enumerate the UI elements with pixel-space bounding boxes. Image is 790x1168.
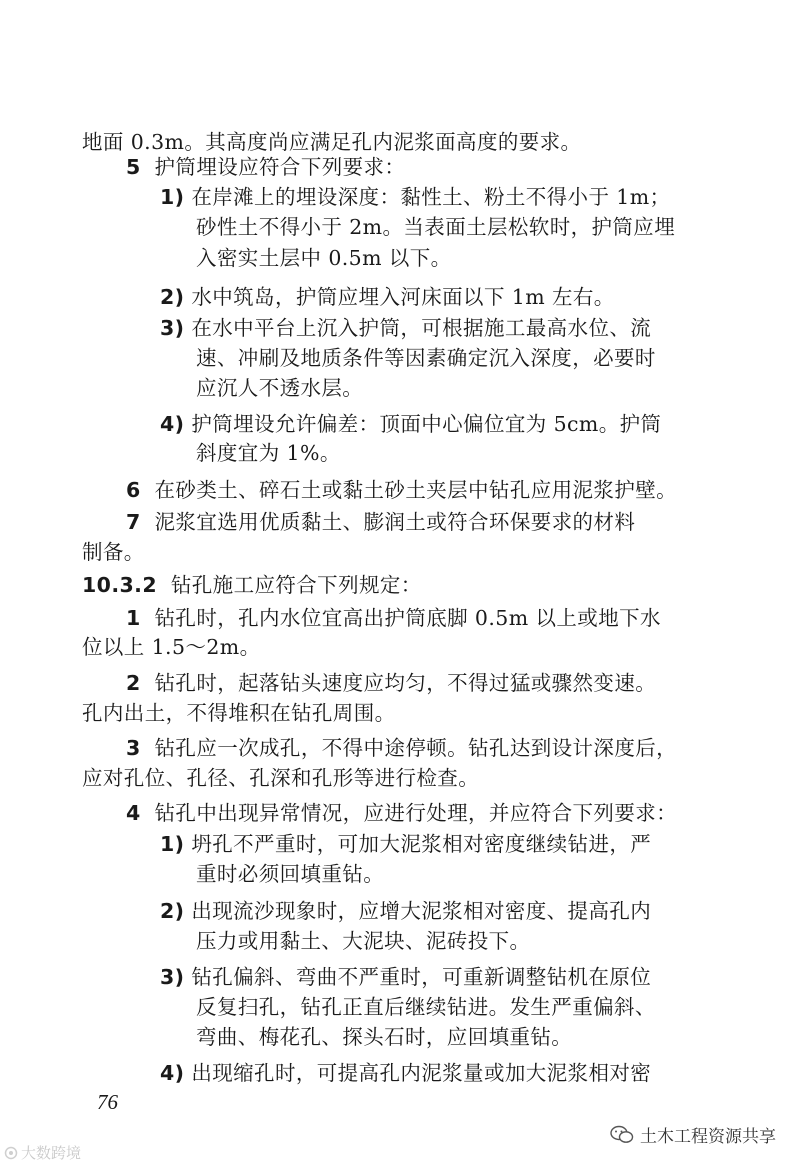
item-4: 4) 出现缩孔时，可提高孔内泥浆量或加大泥浆相对密 [160, 1061, 652, 1085]
text-line: 地面 0.3m。其高度尚应满足孔内泥浆面高度的要求。 [82, 130, 582, 154]
watermark-text: 土木工程资源共享 [640, 1127, 776, 1146]
text-line: 速、冲刷及地质条件等因素确定沉入深度，必要时 [196, 346, 656, 370]
clause-2: 2 钻孔时，起落钻头速度应均匀，不得过猛或骤然变速。 [126, 671, 657, 695]
text-line: 砂性土不得小于 2m。当表面土层松软时，护筒应埋 [196, 215, 676, 239]
clause-1: 1 钻孔时，孔内水位宜高出护筒底脚 0.5m 以上或地下水 [126, 606, 661, 630]
wechat-icon [610, 1125, 634, 1145]
text-line: 压力或用黏土、大泥块、泥砖投下。 [196, 929, 531, 953]
watermark-left-text: 大数跨境 [21, 1145, 82, 1162]
section-10-3-2: 10.3.2 钻孔施工应符合下列规定： [82, 573, 422, 597]
text-line: 应沉人不透水层。 [196, 376, 364, 400]
text-line: 重时必须回填重钻。 [196, 862, 385, 886]
text-line: 应对孔位、孔径、孔深和孔形等进行检查。 [82, 766, 480, 790]
item-3: 3) 钻孔偏斜、弯曲不严重时，可重新调整钻机在原位 [160, 965, 652, 989]
clause-5: 5 护筒埋设应符合下列要求： [126, 155, 406, 179]
clause-7: 7 泥浆宜选用优质黏土、膨润土或符合环保要求的材料 [126, 510, 636, 534]
clause-6: 6 在砂类土、碎石土或黏土砂土夹层中钻孔应用泥浆护壁。 [126, 478, 678, 502]
text-line: 位以上 1.5～2m。 [82, 635, 261, 659]
page-number: 76 [97, 1090, 118, 1114]
text-line: 入密实土层中 0.5m 以下。 [196, 246, 452, 270]
item-3: 3) 在水中平台上沉入护筒，可根据施工最高水位、流 [160, 316, 652, 340]
item-4: 4) 护筒埋设允许偏差：顶面中心偏位宜为 5cm。护筒 [160, 412, 662, 436]
item-1: 1) 在岸滩上的埋设深度：黏性土、粉土不得小于 1m； [160, 185, 671, 209]
clause-4: 4 钻孔中出现异常情况，应进行处理，并应符合下列要求： [126, 801, 678, 825]
logo-icon [4, 1146, 18, 1160]
item-2: 2) 水中筑岛，护筒应埋入河床面以下 1m 左右。 [160, 285, 615, 309]
clause-3: 3 钻孔应一次成孔，不得中途停顿。钻孔达到设计深度后， [126, 736, 678, 760]
text-line: 反复扫孔，钻孔正直后继续钻进。发生严重偏斜、 [196, 995, 656, 1019]
watermark-logo [4, 1142, 81, 1163]
text-line: 孔内出土，不得堆积在钻孔周围。 [82, 701, 396, 725]
watermark-wechat [610, 1122, 776, 1147]
text-line: 弯曲、梅花孔、探头石时，应回填重钻。 [196, 1025, 573, 1049]
text-line: 制备。 [82, 540, 145, 564]
text-line: 斜度宜为 1%。 [196, 441, 341, 465]
item-2: 2) 出现流沙现象时，应增大泥浆相对密度、提高孔内 [160, 899, 652, 923]
item-1: 1) 坍孔不严重时，可加大泥浆相对密度继续钻进，严 [160, 832, 652, 856]
